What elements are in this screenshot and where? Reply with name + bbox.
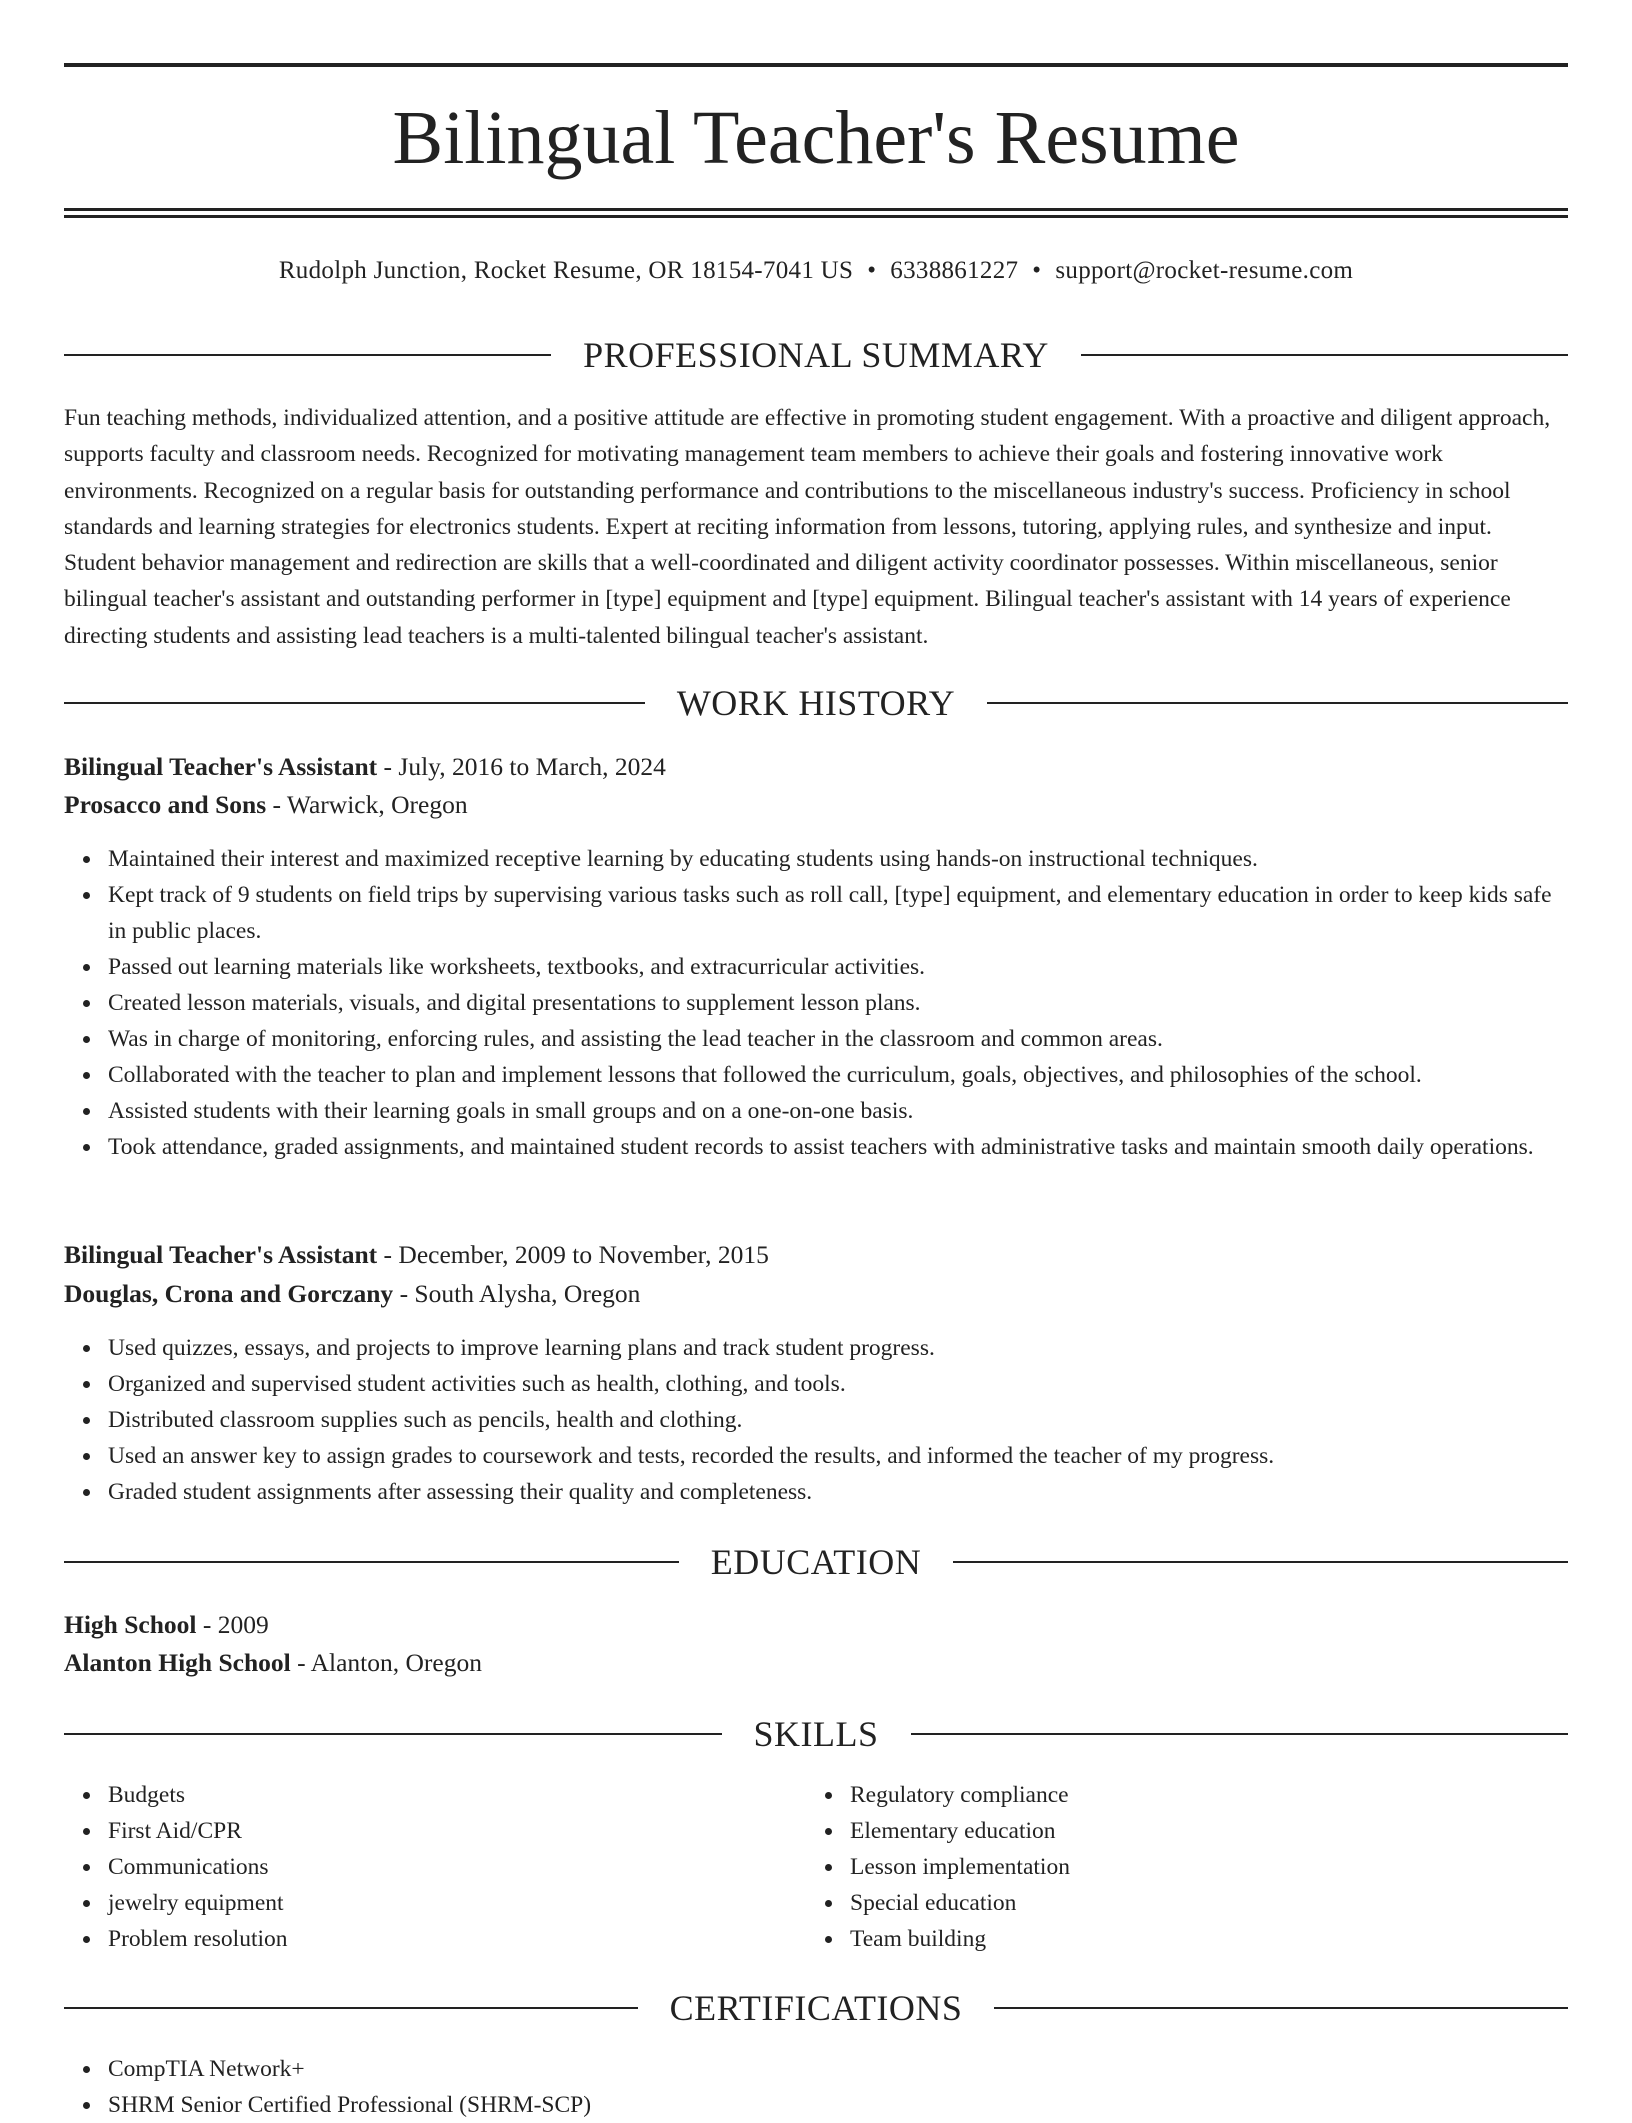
list-item: Organized and supervised student activities such as health, clothing, and tools. (108, 1366, 1568, 1402)
skill-item: Lesson implementation (850, 1849, 1550, 1885)
certifications-heading (64, 1986, 1568, 2030)
contact-separator: • (867, 257, 877, 284)
skill-item: Special education (850, 1885, 1550, 1921)
education-school-line (64, 1645, 1568, 1681)
job-title-line (64, 1237, 1568, 1273)
skills-list-right (806, 1777, 1550, 1957)
job-company-line (64, 1276, 1568, 1312)
education-location: - Alanton, Oregon (290, 1648, 482, 1677)
double-rule (64, 208, 1568, 218)
job-location: - Warwick, Oregon (266, 790, 468, 819)
list-item: Used quizzes, essays, and projects to improve learning plans and track student progress. (108, 1330, 1568, 1366)
heading-rule (64, 354, 551, 356)
list-item: Was in charge of monitoring, enforcing rules, and assisting the lead teacher in the classroom and common areas. (108, 1021, 1568, 1057)
education-degree-line (64, 1607, 1568, 1643)
skill-item: Elementary education (850, 1813, 1550, 1849)
work-heading (64, 681, 1568, 725)
heading-rule (64, 1733, 722, 1735)
contact-separator: • (1032, 257, 1042, 284)
list-item: Assisted students with their learning goals in small groups and on a one-on-one basis. (108, 1093, 1568, 1129)
contact-line (64, 254, 1568, 288)
education-degree: High School (64, 1610, 197, 1639)
list-item: Collaborated with the teacher to plan and implement lessons that followed the curriculum, goals, objectives, and philosophies of the school. (108, 1057, 1568, 1093)
certifications-list (64, 2051, 1568, 2123)
certification-item: SHRM Senior Certified Professional (SHRM-SCP) (108, 2087, 1568, 2123)
contact-address: Rudolph Junction, Rocket Resume, OR 18154-7041 US (278, 257, 854, 284)
education-heading (64, 1540, 1568, 1584)
certification-item: CompTIA Network+ (108, 2051, 1568, 2087)
list-item: Maintained their interest and maximized receptive learning by educating students using hands-on instructional techniques. (108, 841, 1568, 877)
skill-item: jewelry equipment (108, 1885, 808, 1921)
job-company: Prosacco and Sons (64, 790, 267, 819)
summary-heading-label: PROFESSIONAL SUMMARY (583, 335, 1049, 375)
heading-rule (987, 702, 1568, 704)
job-duties-list (64, 841, 1568, 1165)
education-school: Alanton High School (64, 1648, 291, 1677)
work-heading-label: WORK HISTORY (676, 683, 956, 723)
job-company: Douglas, Crona and Gorczany (64, 1279, 394, 1308)
skill-item: Problem resolution (108, 1921, 808, 1957)
skill-item: Team building (850, 1921, 1550, 1957)
job-dates: - July, 2016 to March, 2024 (377, 752, 666, 781)
skill-item: Budgets (108, 1777, 808, 1813)
job-location: - South Alysha, Oregon (393, 1279, 641, 1308)
job-dates: - December, 2009 to November, 2015 (377, 1240, 769, 1269)
skill-item: First Aid/CPR (108, 1813, 808, 1849)
heading-rule (64, 1561, 679, 1563)
resume-title: Bilingual Teacher's Resume (392, 96, 1240, 180)
skills-list-left (64, 1777, 808, 1957)
skills-heading-label: SKILLS (753, 1714, 879, 1754)
skills-heading (64, 1712, 1568, 1756)
list-item: Took attendance, graded assignments, and maintained student records to assist teachers with administrative tasks and maintain smooth daily operations. (108, 1129, 1568, 1165)
heading-rule (64, 702, 645, 704)
job-company-line (64, 787, 1568, 823)
heading-rule (994, 2007, 1568, 2009)
summary-heading (64, 333, 1568, 377)
certifications-heading-label: CERTIFICATIONS (669, 1988, 963, 2028)
top-rule (64, 63, 1568, 67)
job-duties-list (64, 1330, 1568, 1510)
list-item: Distributed classroom supplies such as pencils, health and clothing. (108, 1402, 1568, 1438)
skill-item: Regulatory compliance (850, 1777, 1550, 1813)
list-item: Used an answer key to assign grades to coursework and tests, recorded the results, and informed the teacher of my progress. (108, 1438, 1568, 1474)
heading-rule (64, 2007, 638, 2009)
list-item: Passed out learning materials like worksheets, textbooks, and extracurricular activities. (108, 949, 1568, 985)
education-heading-label: EDUCATION (710, 1542, 922, 1582)
education-year: - 2009 (196, 1610, 269, 1639)
heading-rule (1081, 354, 1568, 356)
job-title: Bilingual Teacher's Assistant (64, 752, 378, 781)
job-title-line (64, 749, 1568, 785)
list-item: Graded student assignments after assessing their quality and completeness. (108, 1474, 1568, 1510)
heading-rule (911, 1733, 1569, 1735)
contact-email: support@rocket-resume.com (1055, 257, 1354, 284)
summary-text: Fun teaching methods, individualized attention, and a positive attitude are effective in promoting student engagement. With a proactive and diligent approach, supports faculty and classroom needs. Recognized for motivating management team members to achieve their goals and fostering innovative work environments. Recognized on a regular basis for outstanding performance and contributions to the miscellaneous industry's success. Proficiency in school standards and learning strategies for electronics students. Expert at reciting information from lessons, tutoring, applying rules, and synthesize and input. Student behavior management and redirection are skills that a well-coordinated and diligent activity coordinator possesses. Within miscellaneous, senior bilingual teacher's assistant and outstanding performer in [type] equipment and [type] equipment. Bilingual teacher's assistant with 14 years of experience directing students and assisting lead teachers is a multi-talented bilingual teacher's assistant. (64, 405, 1551, 649)
job-title: Bilingual Teacher's Assistant (64, 1240, 378, 1269)
list-item: Created lesson materials, visuals, and digital presentations to supplement lesson plans. (108, 985, 1568, 1021)
heading-rule (953, 1561, 1568, 1563)
list-item: Kept track of 9 students on field trips by supervising various tasks such as roll call, [type] equipment, and elementary education in order to keep kids safe in public places. (108, 877, 1568, 949)
contact-phone: 6338861227 (890, 257, 1019, 284)
skill-item: Communications (108, 1849, 808, 1885)
